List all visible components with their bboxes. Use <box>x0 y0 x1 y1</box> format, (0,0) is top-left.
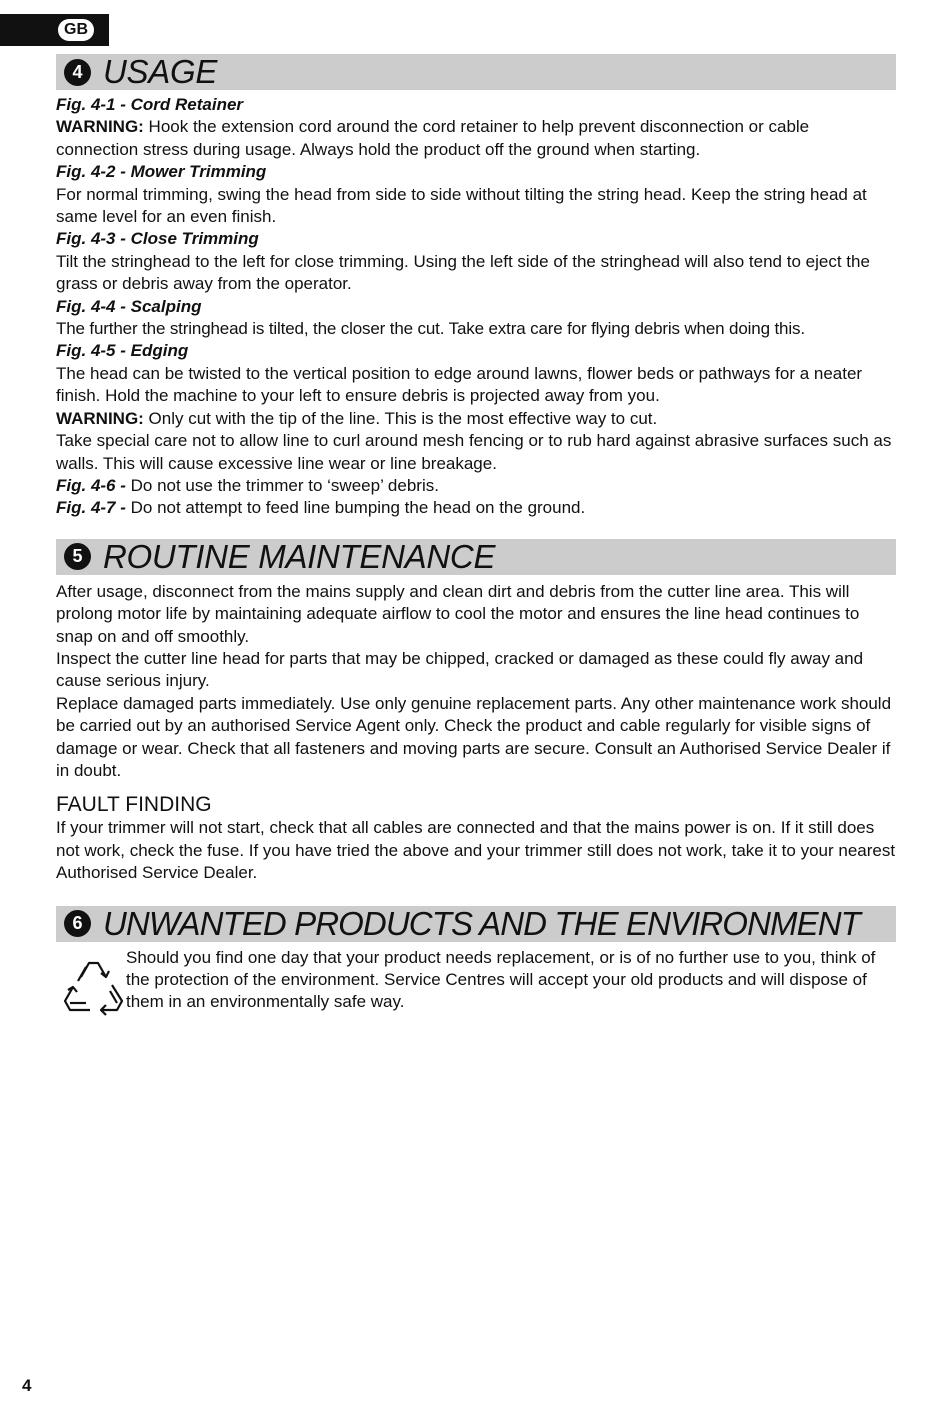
paragraph: Take special care not to allow line to curl around mesh fencing or to rub hard against abrasive surfaces such as walls. This will cause excessive line wear or line breakage. <box>56 431 892 473</box>
section-heading-usage <box>56 54 896 90</box>
paragraph: After usage, disconnect from the mains supply and clean dirt and debris from the cutter line area. This will prolong motor life by maintaining adequate airflow to cool the motor and ensures the line head continues to snap on and off smoothly. <box>56 581 860 646</box>
paragraph: The further the stringhead is tilted, the closer the cut. Take extra care for flying debris when doing this. <box>56 319 805 339</box>
recycle-icon <box>56 953 126 1023</box>
fig-caption: Fig. 4-5 - Edging <box>56 341 189 361</box>
section-heading-maintenance <box>56 539 896 575</box>
section-number-badge: 6 <box>64 910 91 937</box>
paragraph-text: Hook the extension cord around the cord retainer to help prevent disconnection or cable connection stress during usage. Always hold the product off the ground when starting. <box>56 117 810 159</box>
fig-caption: Fig. 4-6 - <box>56 475 131 495</box>
paragraph <box>56 497 896 519</box>
paragraph-text: Do not use the trimmer to ‘sweep’ debris. <box>130 475 439 495</box>
language-badge: GB <box>58 19 94 41</box>
section-number-badge: 5 <box>64 543 91 570</box>
paragraph: The head can be twisted to the vertical position to edge around lawns, flower beds or pathways for a neater finish. Hold the machine to your left to ensure debris is projected away from you. <box>56 363 863 406</box>
paragraph <box>56 408 896 430</box>
warning-label: WARNING: <box>56 408 144 428</box>
section-number-badge: 4 <box>64 59 91 86</box>
paragraph: For normal trimming, swing the head from side to side without tilting the string head. Keep the string head at same level for an even finish. <box>56 184 867 227</box>
paragraph-text: Do not attempt to feed line bumping the head on the ground. <box>130 498 586 518</box>
manual-page-content <box>56 54 896 1023</box>
fig-caption: Fig. 4-7 - <box>56 498 131 518</box>
paragraph-text: Only cut with the tip of the line. This is the most effective way to cut. <box>143 408 658 428</box>
fig-caption: Fig. 4-2 - Mower Trimming <box>56 162 267 182</box>
section-title: USAGE <box>103 53 218 90</box>
section-title: UNWANTED PRODUCTS AND THE ENVIRONMENT <box>103 904 860 942</box>
usage-body <box>56 94 896 520</box>
paragraph: Should you find one day that your product needs replacement, or is of no further use to you, think of the protection of the environment. Service Centres will accept your old products and will dispose of them in an environmentally safe way. <box>126 947 876 1012</box>
fig-caption: Fig. 4-1 - Cord Retainer <box>56 95 244 114</box>
warning-label: WARNING: <box>56 117 144 137</box>
page-number: 4 <box>22 1376 32 1395</box>
paragraph: Inspect the cutter line head for parts that may be chipped, cracked or damaged as these could fly away and cause serious injury. <box>56 648 864 691</box>
paragraph <box>56 475 896 497</box>
maintenance-body <box>56 581 896 885</box>
environment-body <box>56 947 896 1023</box>
section-heading-environment <box>56 906 896 942</box>
paragraph: Tilt the stringhead to the left for close trimming. Using the left side of the stringhead will also tend to eject the grass or debris away from the operator. <box>56 251 870 294</box>
paragraph: Replace damaged parts immediately. Use only genuine replacement parts. Any other maintenance work should be carried out by an authorised Service Agent only. Check the product and cable regularly for visible signs of damage or wear. Check that all fasteners and moving parts are secure. Consult an Authorised Service Dealer if in doubt. <box>56 693 892 780</box>
paragraph: If your trimmer will not start, check that all cables are connected and that the mains power is on. If it still does not work, check the fuse. If you have tried the above and your trimmer still does not work, take it to your nearest Authorised Service Dealer. <box>56 818 896 883</box>
section-title: ROUTINE MAINTENANCE <box>103 537 496 575</box>
paragraph <box>56 116 896 161</box>
fig-caption: Fig. 4-4 - Scalping <box>56 296 202 316</box>
fig-caption: Fig. 4-3 - Close Trimming <box>56 229 259 249</box>
fault-finding-heading: FAULT FINDING <box>56 793 212 817</box>
